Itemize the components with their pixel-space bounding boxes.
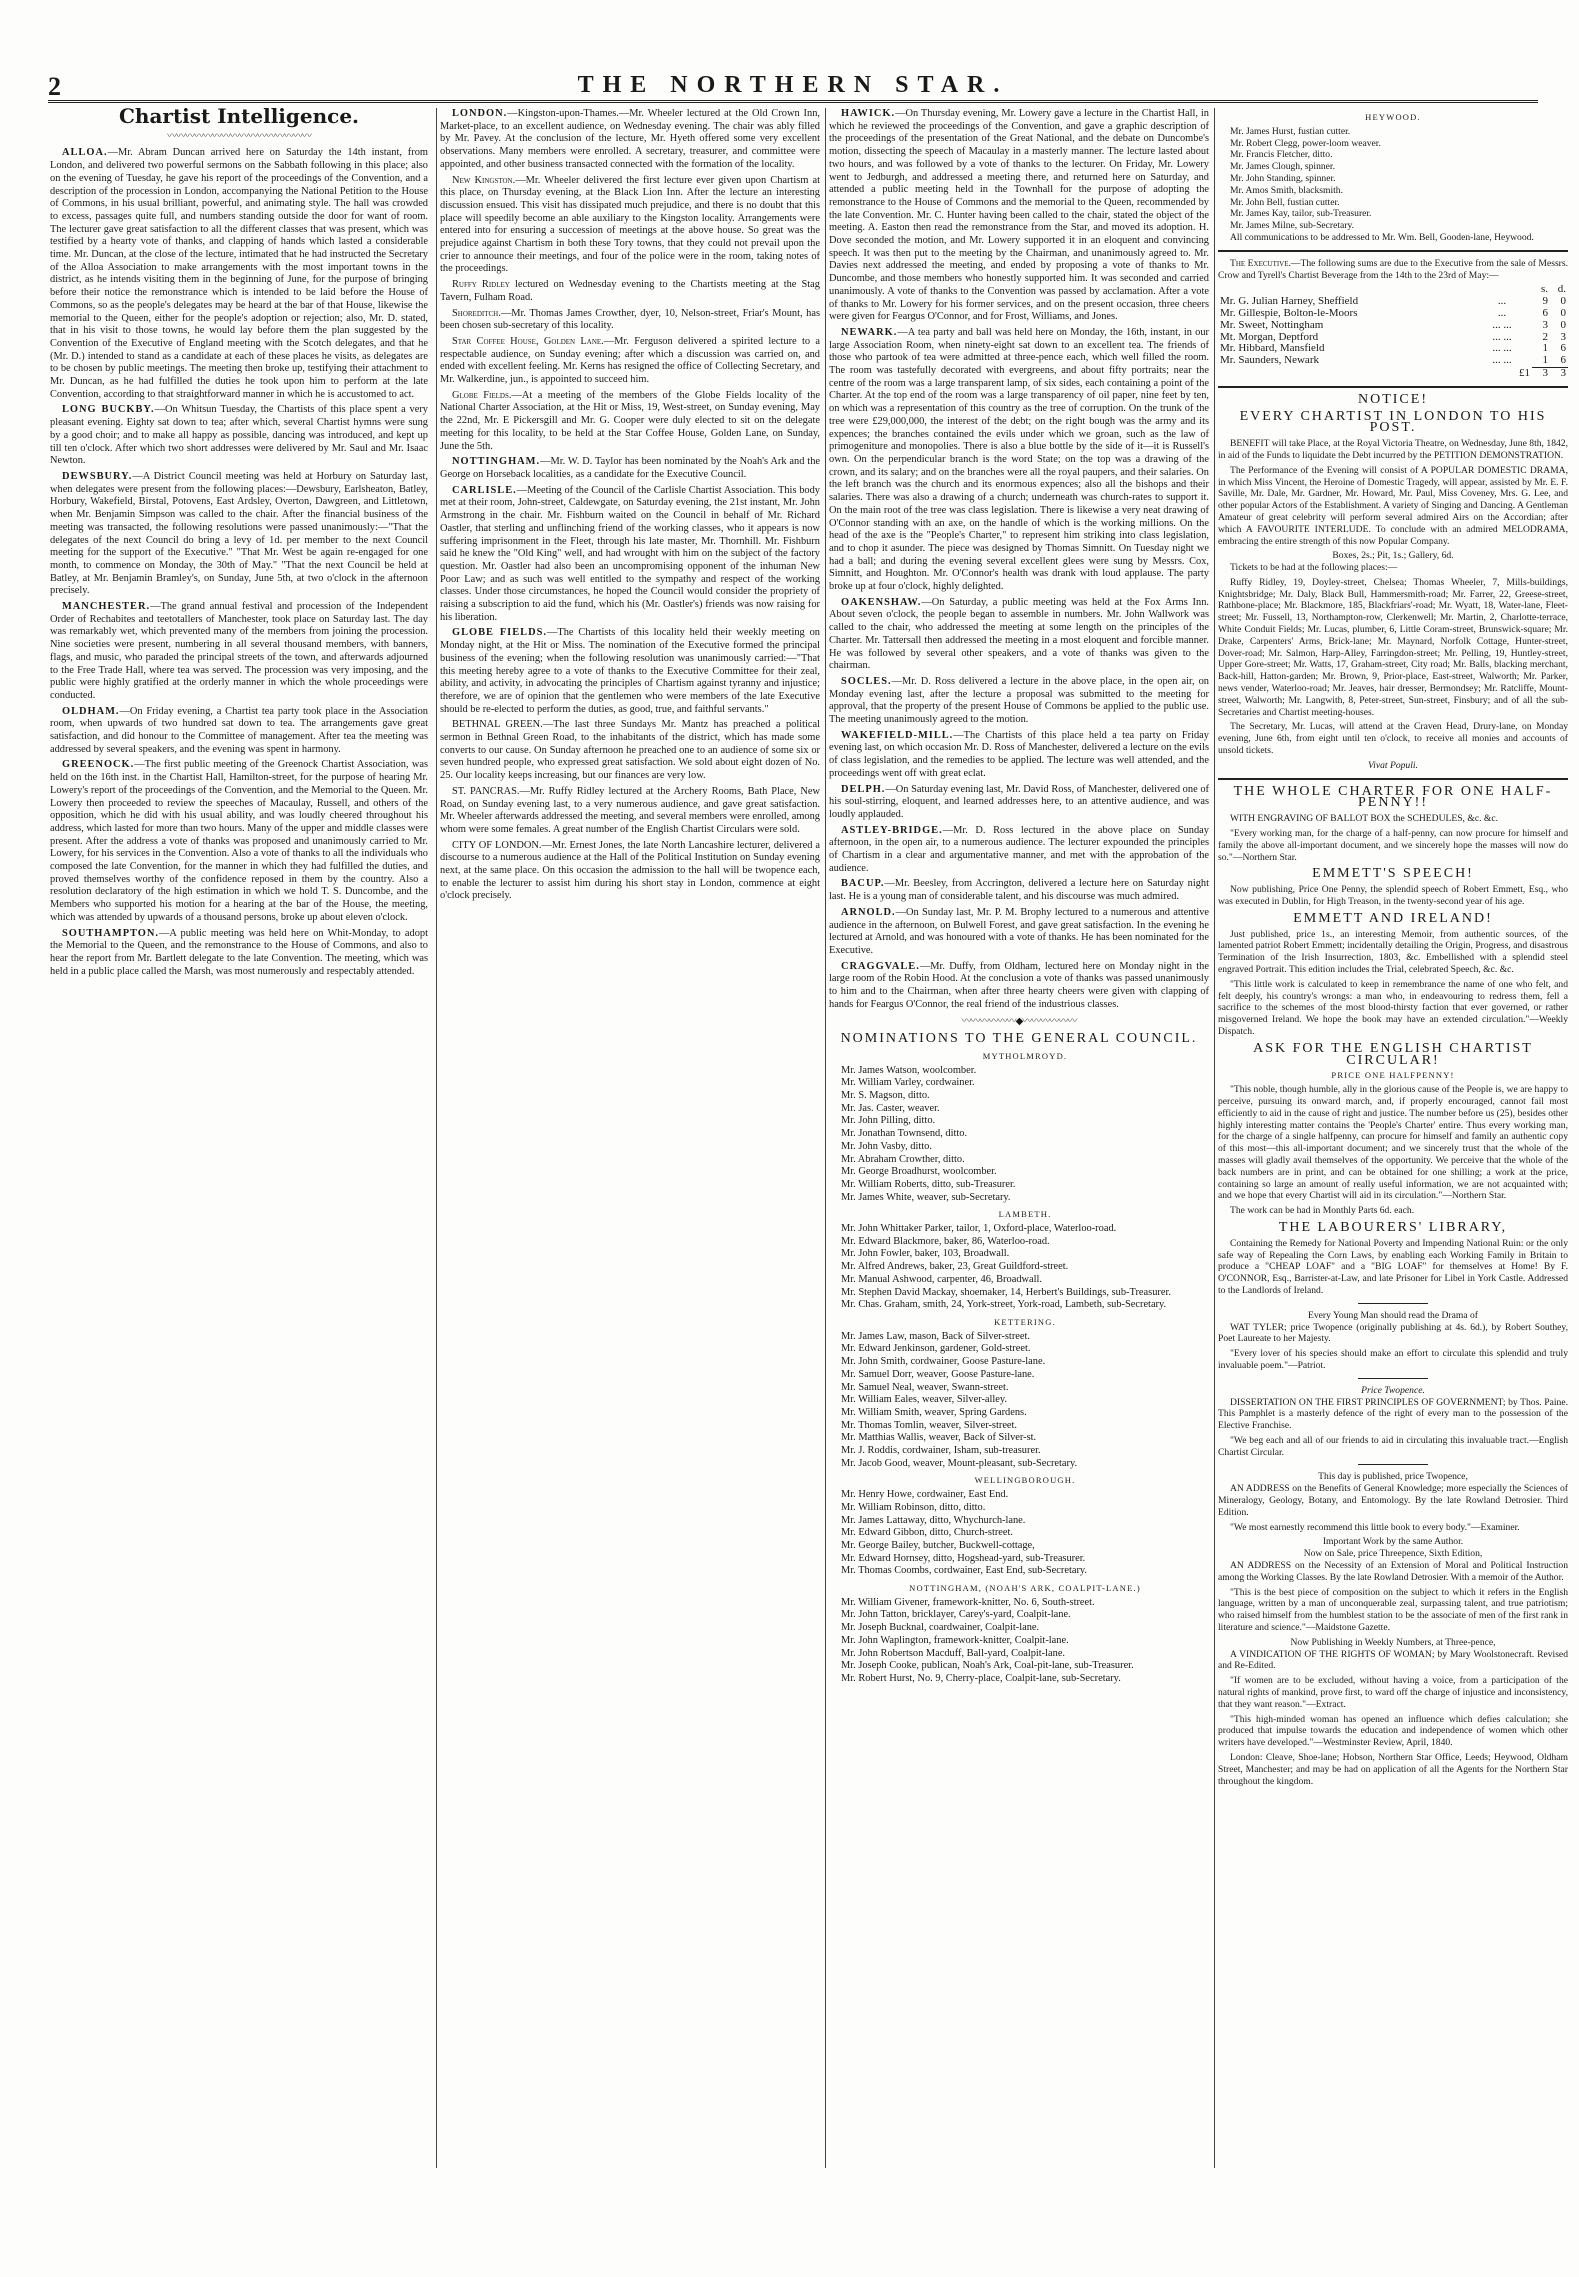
article-astley-bridge: ASTLEY-BRIDGE.—Mr. D. Ross lectured in the above place on Sunday afternoon, in the open air, to a numerous audience. The lecturer expounded the principles of Chartism in a clear and argumentative manner, and met with the approbation of the audience.	[829, 824, 1209, 874]
nominations-list: MYTHOLMROYD. Mr. James Watson, woolcomber. Mr. William Varley, cordwainer. Mr. S. Magson, ditto. Mr. Jas. Caster, weaver. Mr. John Pilling, ditto. Mr. Jonathan Townsend, ditto. Mr. John Vasby, ditto. Mr. Abraham Crowther, ditto. Mr. George Broadhurst, woolcomber. Mr. William Roberts, ditto, sub-Treasurer. Mr. James White, weaver, sub-Secretary. LAMBETH. Mr. John Whittaker Parker, tailor, 1, Oxford-place, Waterloo-road. Mr. Edward Blackmore, baker, 86, Waterloo-road. Mr. John Fowler, baker, 103, Broadwall. Mr. Alfred Andrews, baker, 23, Great Guildford-street. Mr. Manual Ashwood, carpenter, 46, Broadwall. Mr. Stephen David Mackay, shoemaker, 14, Herbert's Buildings, sub-Treasurer. Mr. Chas. Graham, smith, 24, York-street, York-road, Lambeth, sub-Secretary. KETTERING. Mr. James Law, mason, Back of Silver-street. Mr. Edward Jenkinson, gardener, Gold-street. Mr. John Smith, cordwainer, Goose Pasture-lane. Mr. Samuel Dorr, weaver, Goose Pasture-lane. Mr. Samuel Neal, weaver, Swann-street. Mr. William Eales, weaver, Silver-alley. Mr. William Smith, weaver, Spring Gardens. Mr. Thomas Tomlin, weaver, Silver-street. Mr. Matthias Wallis, weaver, Back of Silver-st. Mr. J. Roddis, cordwainer, Isham, sub-treasurer. Mr. Jacob Good, weaver, Mount-pleasant, sub-Secretary. WELLINGBOROUGH. Mr. Henry Howe, cordwainer, East End. Mr. William Robinson, ditto, ditto. Mr. James Lattaway, ditto, Whychurch-lane. Mr. Edward Gibbon, ditto, Church-street. Mr. George Bailey, butcher, Buckwell-cottage, Mr. Edward Hornsey, ditto, Hogshead-yard, sub-Treasurer. Mr. Thomas Coombs, cordwainer, East End, sub-Secretary. NOTTINGHAM, (NOAH'S ARK, COALPIT-LANE.) Mr. William Givener, framework-knitter, No. 6, South-street. Mr. John Tatton, bricklayer, Carey's-yard, Coalpit-lane. Mr. Joseph Bucknal, coardwainer, Coalpit-lane. Mr. John Waplington, framework-knitter, Coalpit-lane. Mr. John Robertson Macduff, Ball-yard, Coalpit-lane. Mr. Joseph Cooke, publican, Noah's Ark, Coal-pit-lane, sub-Treasurer. Mr. Robert Hurst, No. 9, Cherry-place, Coalpit-lane, sub-Secretary.	[841, 1050, 1171, 1684]
article-greenock: GREENOCK.—The first public meeting of the Greenock Chartist Association, was held on the 16th inst. in the Chartist Hall, Hamilton-street, for the purpose of hearing Mr. Lowery's report of the proceedings of the Convention, and the Memorial to the Queen. Mr. Lowery then proceeded to review the speeches of Macaulay, Russell, and others of the opposition, which he did with his usual ability, and was loudly cheered throughout his address, which lasted for more than two hours. Many of the upper and middle classes were present. After the address a vote of thanks was proposed and unanimously carried to Mr. Lowery, for his services in the Convention. Also a vote of thanks to all the individuals who composed the late Convention, for the manner in which they had fulfilled the duties, and proved themselves worthy of the confidence reposed in them by the country. Also a resolution declaratory of the high estimation in which we hold T. S. Duncombe, and the Members who supported his motion for a hearing at the bar of the House, the meeting, which was attended by upwards of a thousand persons, broke up about eleven o'clock.	[50, 759, 428, 923]
article-st-pancras: ST. PANCRAS.—Mr. Ruffy Ridley lectured at the Archery Rooms, Bath Place, New Road, on Sunday evening last, to a very numerous audience, and gave great satisfaction. Mr. Wheeler afterwards addressed the meeting, and several members were enrolled, among whom were some females. A great number of the English Chartist Circulars were sold.	[440, 785, 820, 835]
section-title: Chartist Intelligence.	[118, 108, 360, 128]
article-oldham: OLDHAM.—On Friday evening, a Chartist tea party took place in the Association room, when upwards of two hundred sat down to tea. The arrangements gave great satisfaction, and did honour to the Committee of management. After tea the meeting was addressed by several speakers, and the evening was spent in harmony.	[50, 705, 428, 755]
column-2	[440, 108, 820, 906]
article-newark: NEWARK.—A tea party and ball was held here on Monday, the 16th, instant, in our large Association Room, when ninety-eight sat down to an excellent tea. The friends of those who partook of tea were admitted at three-pence each, which well filled the room. The room was tastefully decorated with evergreens, and about fifty portraits; near the centre of the room was a large transparent lamp, of six sides, each containing a point of the Charter. At the top end of the room was a large transparency of oil paper, nine feet by ten, on which was a representation of this country as the tree of corruption. On the trunk of the tree were £29,000,000, the interest of the debt; on the right bough was the army and its expences; the branches contained the evils under which we groan, such as the law of primogeniture and monopolies. There is also a blue bottle by the side of it—it is Russell's own. On the perpendicular branch is the word State; on the top was a drawing of the crown, and its salary; and on the branches were all the royal paupers, and their salaries. On the left branch was the church and its enormous expences; also all the bishops and their salaries. There was also a drawing of a church; underneath was church-rates to support it. On the main root of the tree was class legislation. There is likewise a very neat drawing of O'Connor standing with an axe, on the handle of which is the working millions. On the head of the axe is the "People's Charter," to represent him striking into class legislation, and to chop it asunder. The piece was designed by Thomas Simnitt. On Tuesday night we had a ball; and during the evening several excellent glees were sung by Messrs. Cox, Simnitt, and Houghton. Mr. O'Connor's health was drank with loud applause. The party broke up at four o'clock, highly delighted.	[829, 326, 1209, 593]
article-arnold: ARNOLD.—On Sunday last, Mr. P. M. Brophy lectured to a numerous and attentive audience in the afternoon, on Bulwell Forest, and gave great satisfaction. In the evening he lectured at Arnold, and was honoured with a vote of thanks. He has been nominated for the Executive.	[829, 906, 1209, 956]
notice-heading: NOTICE!	[1358, 391, 1428, 407]
article-wakefield-mill: WAKEFIELD-MILL.—The Chartists of this place held a tea party on Friday evening last, on which occasion Mr. D. Ross of Manchester, delivered a lecture on the evils of class legislation, and the remedies to be applied. The lecture was well attended, and the proceedings went off with great eclat.	[829, 729, 1209, 779]
nominations-heading: NOMINATIONS TO THE GENERAL COUNCIL.	[840, 1031, 1198, 1047]
article-oakenshaw: OAKENSHAW.—On Saturday, a public meeting was held at the Fox Arms Inn. About seven o'clock, the people began to assemble in numbers. Mr. John Wallwork was called to the chair, who addressed the meeting at some length on the principles of the Charter. Mr. Tattersall then addressed the meeting in a most eloquent and forcible manner. He was followed by several other speakers, and a vote of thanks was given to the chairman.	[829, 596, 1209, 672]
column-divider	[1214, 108, 1215, 2168]
article-carlisle: CARLISLE.—Meeting of the Council of the Carlisle Chartist Association. This body met at their room, John-street, Caldewgate, on Saturday evening, the 21st instant, Mr. John Armstrong in the chair. Mr. Fishburn waited on the Council in behalf of Mr. Richard Oastler, that sterling and unflinching friend of the working classes, who it appears is now suffering imprisonment in the Fleet, through his late master, Mr. Thornhill. Mr. Fishburn said he knew the "Old King" well, and had wrought with him on the subject of the factory question. Mr. Oastler had also been an uncompromising opponent of the inhuman New Poor Law; and as such was well entitled to the sympathy and respect of the working classes. Under those circumstances, he hoped the Council would consider the propriety of raising a subscription to aid the fund, which his (Mr. Oastler's) friends was now raising for his liberation.	[440, 484, 820, 623]
article-city-of-london: CITY OF LONDON.—Mr. Ernest Jones, the late North Lancashire lecturer, delivered a discourse to a numerous audience at the Hall of the Political Institution on Sunday evening next, at the same place. On this occasion the admission to the hall will be twopence each, to enable the lecturer to assist him during his short stay in London, commence at eight o'clock precisely.	[440, 839, 820, 902]
column-1	[50, 108, 428, 981]
column-divider	[825, 108, 826, 2168]
page-number: 2	[48, 72, 61, 101]
column-divider	[436, 108, 437, 2168]
article-manchester: MANCHESTER.—The grand annual festival and procession of the Independent Order of Rechabites and teetotallers of Manchester, took place on Saturday last. The day was remarkably wet, which prevented many of the members from joining the procession. Nine societies were present, numbering in all several thousand members, with banners, flags, and music, who paraded the principal streets of the town, and afterwards adjourned to the Free Trade Hall, where tea was served. The procession was very imposing, and the public were highly gratified at the orderly manner in which the whole proceedings were conducted.	[50, 601, 428, 701]
article-globe-fields-2: GLOBE FIELDS.—The Chartists of this locality held their weekly meeting on Monday night, at the Hit or Miss. The nomination of the Executive formed the principal business of the evening; when the following resolution was unanimously carried:—"That this meeting hereby agree to a vote of thanks to the Executive Committee for their zeal, ability, and activity, in advocating the principles of Chartism against tyranny and injustice; therefore, we are of opinion that the gentlemen who were members of the late Executive should be re-elected to perform the duties, as good, true, and faithful servants."	[440, 627, 820, 715]
article-london: LONDON.—Kingston-upon-Thames.—Mr. Wheeler lectured at the Old Crown Inn, Market-place, to an excellent audience, on Wednesday evening. The chair was ably filled by Mr. Pavey. At the conclusion of the lecture, Mr. Hyeth offered some very excellent observations. Many members were enrolled. A secretary, treasurer, and committee were appointed, and other business transacted connected with the formation of the locality.	[440, 108, 820, 170]
article-hawick: HAWICK.—On Thursday evening, Mr. Lowery gave a lecture in the Chartist Hall, in which he reviewed the proceedings of the Convention, and gave a graphic description of the proceedings of the presentation of the Great National, and the debate on Duncombe's motion, dissecting the speech of Macaulay in a masterly manner. The lecture lasted about two hours, and was followed by a vote of thanks to the lecturer. On Friday, Mr. Lowery went to Jedburgh, and addressed a meeting there, and returned here on Saturday, and attended a public meeting held in the Townhall for the purpose of adopting the remonstrance to the House of Commons and the memorial to the Queen, recommended by the late Convention. Mr. C. Hunter having been called to the chair, stated the object of the meeting. A. Easton then read the remonstrance from the Star, and moved its adoption. H. Dove seconded the motion, and Mr. Lowery supported it in an eloquent and convincing speech. It was then put to the meeting by the Chairman, and unanimously agreed to. Mr. Davies next addressed the meeting, and ended by proposing a vote of thanks to Mr. Duncombe, and those members who honestly supported him. It was seconded and carried unanimously. A vote of thanks to the Convention was passed by acclamation. After a vote of thanks to Mr. Lowery for his former services, and on the present occasion, three cheers were given for Feargus O'Connor, and for Frost, Williams, and Jones.	[829, 108, 1209, 323]
ornament-rule: 〰〰〰〰〰〰〰〰〰〰〰〰〰〰〰〰	[167, 130, 311, 142]
heywood-list: Mr. James Hurst, fustian cutter. Mr. Robert Clegg, power-loom weaver. Mr. Francis Fletcher, ditto. Mr. James Clough, spinner. Mr. John Standing, spinner. Mr. Amos Smith, blacksmith. Mr. John Bell, fustian cutter. Mr. James Kay, tailor, sub-Treasurer. Mr. James Milne, sub-Secretary.	[1230, 125, 1381, 232]
column-3	[829, 108, 1209, 1686]
masthead	[48, 72, 1538, 101]
article-craggvale: CRAGGVALE.—Mr. Duffy, from Oldham, lectured here on Monday night in the large room of the Robin Hood. At the conclusion a vote of thanks was passed unanimously to him and to the Chairman, when after three hearty cheers were given with clapping of hands for Feargus O'Connor, the real friend of the industrious classes.	[829, 960, 1209, 1010]
article-delph: DELPH.—On Saturday evening last, Mr. David Ross, of Manchester, delivered one of his soul-stirring, eloquent, and learned addresses here, to an attentive audience, and was loudly applauded.	[829, 783, 1209, 820]
article-alloa: ALLOA.—Mr. Abram Duncan arrived here on Saturday the 14th instant, from London, and delivered two powerful sermons on the Sabbath following in this place; also on the evening of Tuesday, he gave his report of the proceedings of the Convention, and a description of the procession in London, accompanying the National Petition to the House of Commons, in his usual brilliant, powerful, and animating style. The hall was crowded to excess, passages quite full, and numbers standing outside the door for want of room. The lecturer gave great satisfaction to all the different classes that was present, which was testified by a hearty vote of thanks, and clapping of hands which lasted a considerable time. Mr. Duncan, at the close of the lecture, intimated that he had instructed the Secretary of the Alloa Association to make arrangements with the most important towns in the district, as he intends visiting them in the beginning of June, for the purpose of bringing before their notice the remonstrance which is intended to be laid before the House of Commons, so as the people's delegates may be heard at the bar of that House, likewise the memorial to the Queen, either for the people's adoption or rejection; also, Mr. D. stated, that in his visit to those towns, he would lay before them the plan suggested by the Convention of the Executive of England meeting with the Scotch delegates, and that he (Mr. D.) intended to stand as a candidate at each of these places he visits, as delegates are to be chosen by public meetings. The meeting then broke up, testifying their attachment to Mr. Duncan, as he had fulfilled the duties he took upon him to perform at the late Convention, according to that straightforward manner in which he is accustomed to act.	[50, 147, 428, 400]
executive-sums-table: s. d. Mr. G. Julian Harney, Sheffield ... 9 0 Mr. Gillespie, Bolton-le-Moors ... 6 0 Mr. Sweet, Nottingham ... ... 3 0 Mt. Morgan, Deptford ... ... 2 3 Mr. Hibbard, Mansfield ... ... 1 6 Mr. Saunders, Newark ... ... 1 6 £1 3 3	[1220, 283, 1566, 379]
article-bacup: BACUP.—Mr. Beesley, from Accrington, delivered a lecture here on Saturday night last. He is a young man of considerable talent, and his discourse was much admired.	[829, 878, 1209, 903]
article-nottingham: NOTTINGHAM.—Mr. W. D. Taylor has been nominated by the Noah's Ark and the George on Horseback localities, as a candidate for the Executive Council.	[440, 456, 820, 480]
article-dewsbury: DEWSBURY.—A District Council meeting was held at Horbury on Saturday last, when delegates were present from the following places:—Dewsbury, Earlsheaton, Batley, Horbury, Wakefield, Birstal, Potovens, East Ardsley, Overton, Dawgreen, and Littletown, when Mr. Benjamin Simpson was called to the chair. After the financial business of the meeting was transacted, the following resolutions were passed unanimously:—"That the delegates of the next Council do bring a levy of 1d. per member to the next Council meeting for the support of the Executive." "That Mr. West be again re-engaged for one month, to commence on Monday, the 30th of May." "That the next Council be held at Batley, at Mr. Benjamin Bramley's, on Sunday, June 5th, at two o'clock in the afternoon precisely.	[50, 470, 428, 597]
masthead-rule	[48, 100, 1538, 104]
article-globe-fields: Globe Fields.—At a meeting of the members of the Globe Fields locality of the National Charter Association, at the Hit or Miss, 19, West-street, on Sunday evening, May the 22nd, Mr. E Pickersgill and Mr. G. Cooper were duly elected to sit on the delegate meeting for this locality, to be held at the Star Coffee House, Golden Lane, on Sunday, June the 5th.	[440, 389, 820, 452]
article-bethnal-green: BETHNAL GREEN.—The last three Sundays Mr. Mantz has preached a political sermon in Bethnal Green Road, to the inhabitants of the district, which has made some converts to our cause. On Sunday afternoon he preached one to an audience of some six or seven hundred people, who expressed great satisfaction. We sold about eight dozen of No. 25. Our locality keeps increasing, but our finances are very low.	[440, 719, 820, 782]
article-southampton: SOUTHAMPTON.—A public meeting was held here on Whit-Monday, to adopt the Memorial to the Queen, and the remonstrance to the House of Commons, and also to hear the report from Mr. Bartlett delegate to the late Convention. The meeting, which was held in a public place called the Marsh, was most numerously and respectably attended.	[50, 927, 428, 977]
executive-notice: The Executive.—The following sums are due to the Executive from the sale of Messrs. Crow and Tyrell's Chartist Beverage from the 14th to the 23rd of May:—	[1218, 257, 1568, 281]
article-new-kingston: New Kingston.—Mr. Wheeler delivered the first lecture ever given upon Chartism at this place, on Thursday evening, at the Black Lion Inn. After the lecture an interesting discussion ensued. This visit has dissipated much prejudice, and there is no doubt that this place will speedily become an able auxiliary to the Kingston locality. Arrangements were entered into for ensuring a succession of meetings at the above house. So great was the prejudice against Chartism in both these Tory towns, that they could not prevail upon the crier to announce their meetings, and four of the police were in the room, taking notes of the proceedings.	[440, 174, 820, 275]
article-star-coffee: Star Coffee House, Golden Lane.—Mr. Ferguson delivered a spirited lecture to a respectable audience, on Sunday evening; after which a discussion was carried on, and ended with excellent feeling. Mr. Kerns has resigned the office of Collecting Secretary, and Mr. Walkerdine, jun., is appointed to succeed him.	[440, 335, 820, 386]
column-4: HEYWOOD. Mr. James Hurst, fustian cutter. Mr. Robert Clegg, power-loom weaver. Mr. Francis Fletcher, ditto. Mr. James Clough, spinner. Mr. John Standing, spinner. Mr. Amos Smith, blacksmith. Mr. John Bell, fustian cutter. Mr. James Kay, tailor, sub-Treasurer. Mr. James Milne, sub-Secretary. All communications to be addressed to Mr. Wm. Bell, Gooden-lane, Heywood. The Executive.—The following sums are due to the Executive from the sale of Messrs. Crow and Tyrell's Chartist Beverage from the 14th to the 23rd of May:— s. d. Mr. G. Julian Harney, Sheffield ... 9 0 Mr. Gillespie, Bolton-le-Moors ... 6 0 Mr. Sweet, Nottingham ... ... 3 0 Mt. Morgan, Deptford ... ... 2 3 Mr. Hibbard, Mansfield ... ... 1 6 Mr. Saunders, Newark ... ... 1 6 £1 3 3 NOTICE! EVERY CHARTIST IN LONDON TO HIS POST. BENEFIT will take Place, at the Royal Victoria Theatre, on Wednesday, June 8th, 1842, in aid of the Funds to liquidate the Debt incurred by the PETITION DEMONSTRATION. The Performance of the Evening will consist of A POPULAR DOMESTIC DRAMA, in which Miss Vincent, the Heroine of Domestic Tragedy, will appear, assisted by Mr. E. F. Saville, Mr. Dale, Mr. Gardner, Mr. Howard, Mr. Paul, Miss Coveney, Mrs. G. Lee, and other popular Actors of the Establishment. A variety of Singing and Dancing. A Gentleman Amateur of great celebrity will perform several admired Airs on the Accordian; after which A FAVOURITE INTERLUDE. To conclude with an admired MELODRAMA, embracing the entire strength of this now Popular Company. Boxes, 2s.; Pit, 1s.; Gallery, 6d. Tickets to be had at the following places:— Ruffy Ridley, 19, Doyley-street, Chelsea; Thomas Wheeler, 7, Mills-buildings, Knightsbridge; Mr. Daly, Black Bull, Hammersmith-road; Mr. Farrer, 22, Greese-street, Rathbone-place; Mr. Blackmore, 185, Blackfriars'-road; Mr. Wyatt, 18, Water-lane, Fleet-street; Mr. Fussell, 13, Northampton-row, Clerkenwell; Mr. Martin, 2, Charlotte-terrace, White Conduit Fields; Mr. Lucas, plumber, 6, Little Coram-street, Brunswick-square; Mr. Drake, Carpenters' Arms, Brick-lane; Mr. Maynard, Norfolk Cottage, Hunter-street, Dover-road; Mr. Salmon, Harp-Alley, Farringdon-street; Mr. Pelling, 19, Huntley-street, Upper Gore-street; Mr. Watts, 17, Graham-street, City road; Mr. Balls, blacking merchant, Back-hill, Hatton-garden; Mr. Brown, 9, Prior-place, East-street, Walworth; Mr. Parker, news vender, Waterloo-road; Mr. Jeaves, hair dresser, Bermondsey; Mr. Ratcliffe, Mount-street, Walworth; Mr. Langwith, 8, Peter-street, Sun-street, Finsbury; and of all the sub-Secretaries and Chartist meeting-houses. The Secretary, Mr. Lucas, will attend at the Craven Head, Drury-lane, on Monday evening, June 6th, from eight until ten o'clock, to receive all monies and accounts of unsold tickets. Vivat Populi. THE WHOLE CHARTER FOR ONE HALF-PENNY!! WITH ENGRAVING OF BALLOT BOX the SCHEDULES, &c. &c. "Every working man, for the charge of a half-penny, can now procure for himself and family the above all-important document, and we sincerely hope the masses will now do so."—Northern Star. EMMETT'S SPEECH! Now publishing, Price One Penny, the splendid speech of Robert Emmett, Esq., who was executed in Dublin, for High Treason, in the twenty-second year of his age. EMMETT AND IRELAND! Just published, price 1s., an interesting Memoir, from authentic sources, of the lamented patriot Robert Emmett; incidentally detailing the Origin, Progress, and disastrous Termination of the Irish Insurrection, 1803, &c. Embellished with a splendid steel engraved Portrait. This edition includes the Trial, celebrated Speech, &c. &c. "This little work is calculated to keep in remembrance the name of one who felt, and felt deeply, his country's wrongs: a man who, in endeavouring to redress them, fell a sacrifice to the schemes of the most blood-thirsty faction that ever governed, or rather misgoverned Ireland. We hope the book may have an extended circulation."—Weekly Dispatch. ASK FOR THE ENGLISH CHARTIST CIRCULAR! PRICE ONE HALFPENNY! "This noble, though humble, ally in the glorious cause of the People is, we are happy to perceive, pursuing its onward march, and, if properly encouraged, cannot fail most efficiently to aid in the cause of right and justice. The number before us (25), besides other highly interesting matter contains the 'People's Charter' entire. Thus every working man, for the charge of a single halfpenny, can procure for himself and family an authentic copy of this most—this all-important document; and we sincerely trust that the whole of the masses will gladly avail themselves of the opportunity. We perceive that the whole of the back numbers are in print, and can be obtained for one shilling; a work at the price, containing so large an amount of really useful information, we are not acquainted with; and we hope that every Chartist will aid in its circulation."—Northern Star. The work can be had in Monthly Parts 6d. each. THE LABOURERS' LIBRARY, Containing the Remedy for National Poverty and Impending National Ruin: or the only safe way of Repealing the Corn Laws, by enabling each Working Family in Britain to produce a "CHEAP LOAF" and a "BIG LOAF" for themselves at Home! By F. O'CONNOR, Esq., Barrister-at-Law, and late Prisoner for Libel in York Castle. Addressed to the Landlords of Ireland. Every Young Man should read the Drama of WAT TYLER; price Twopence (originally publishing at 4s. 6d.), by Robert Southey, Poet Laureate to her Majesty. "Every lover of his species should make an effort to circulate this splendid and truly invaluable poem."—Patriot. Price Twopence. DISSERTATION ON THE FIRST PRINCIPLES OF GOVERNMENT; by Thos. Paine. This Pamphlet is a masterly defence of the right of every man to the possession of the Elective Franchise. "We beg each and all of our friends to aid in circulating this invaluable tract.—English Chartist Circular. This day is published, price Twopence, AN ADDRESS on the Benefits of General Knowledge; more especially the Sciences of Mineralogy, Geology, Botany, and Entomology. By the late Rowland Detrosier. Third Edition. "We most earnestly recommend this little book to every body."—Examiner. Important Work by the same Author. Now on Sale, price Threepence, Sixth Edition, AN ADDRESS on the Necessity of an Extension of Moral and Political Instruction among the Working Classes. By the late Rowland Detrosier. With a memoir of the Author. "This is the best piece of composition on the subject to which it refers in the English language, written by a man of unconquerable zeal, surpassing talent, and true patriotism; who raised himself from the humblest station to be the associate of men of the first rank in literature and science."—Maidstone Gazette. Now Publishing in Weekly Numbers, at Three-pence, A VINDICATION OF THE RIGHTS OF WOMAN; by Mary Woolstonecraft. Revised and Re-Edited. "If women are to be excluded, without having a voice, from a participation of the natural rights of mankind, prove first, to ward off the charge of injustice and inconsistency, that they want reason."—Extract. "This high-minded woman has opened an influence which defies calculation; she produced that impulse towards the education and independence of women which other writers have developed."—Westminster Review, April, 1840. London: Cleave, Shoe-lane; Hobson, Northern Star Office, Leeds; Heywood, Oldham Street, Manchester; and may be had on application of all the Agents for the Northern Star throughout the kingdom.	[1218, 112, 1568, 1787]
ornament-rule: 〰〰〰〰〰〰◆〰〰〰〰〰〰	[961, 1015, 1077, 1027]
newspaper-title: THE NORTHERN STAR.	[577, 72, 1009, 98]
article-long-buckby: LONG BUCKBY.—On Whitsun Tuesday, the Chartists of this place spent a very pleasant evening. Eighty sat down to tea; after which, several Chartist hymns were sung by a good choir; and to make all happy as possible, dancing was introduced, and kept up till ten o'clock. After which two short addresses were delivered by Mr. Saul and Mr. Isaac Newton.	[50, 404, 428, 467]
article-shoreditch: Shoreditch.—Mr. Thomas James Crowther, dyer, 10, Nelson-street, Friar's Mount, has been chosen sub-secretary of this locality.	[440, 307, 820, 332]
article-socles: SOCLES.—Mr. D. Ross delivered a lecture in the above place, in the open air, on Monday evening last, after the lecture a proposal was submitted to the meeting for approval, that the property of the present House of Commons be applied to the public use. The meeting unanimously agreed to the motion.	[829, 675, 1209, 726]
article-ruffy-ridley: Ruffy Ridley lectured on Wednesday evening to the Chartists meeting at the Stag Tavern, Fulham Road.	[440, 279, 820, 303]
